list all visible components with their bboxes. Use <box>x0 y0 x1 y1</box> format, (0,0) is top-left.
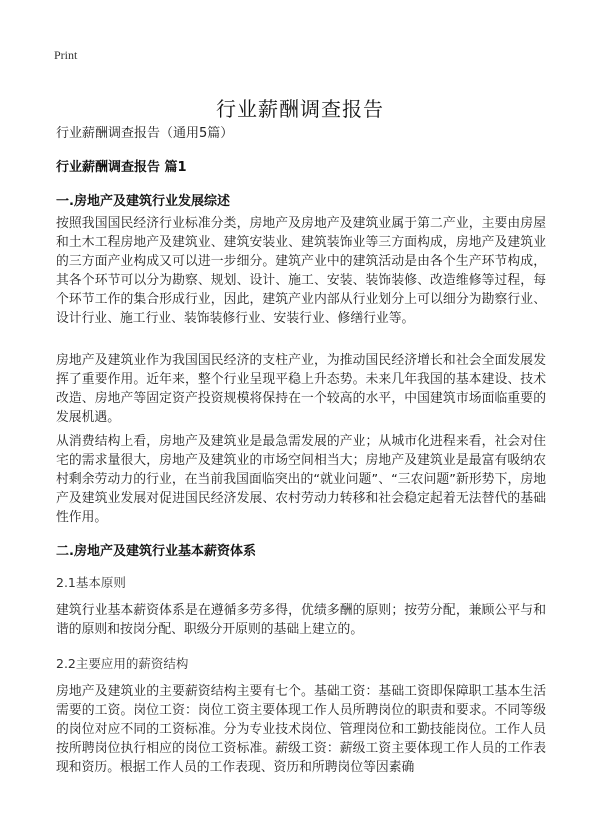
section-heading-2: 二.房地产及建筑行业基本薪资体系 <box>56 544 256 559</box>
subsection-heading-2-1: 2.1基本原则 <box>56 575 126 590</box>
paragraph-2: 房地产及建筑业作为我国国民经济的支柱产业，为推动国民经济增长和社会全面发展发挥了重要作用。近年来，整个行业呈现平稳上升态势。未来几年我国的基本建设、技术改造、房地产等固定资产投资规模将保持在一个较高的水平，中国建筑市场面临重要的发展机遇。 <box>56 353 546 425</box>
paragraph-1: 按照我国国民经济行业标准分类，房地产及房地产及建筑业属于第二产业，主要由房屋和土木工程房地产及建筑业、建筑安装业、建筑装饰业等三方面构成，房地产及建筑业的三方面产业构成又可以进一步细分。建筑产业中的建筑活动是由各个生产环节构成，其各个环节可以分为勘察、规划、设计、施工、安装、装饰装修、改造维修等过程，每个环节工作的集合形成行业，因此，建筑产业内部从行业划分上可以细分为勘察行业、设计行业、施工行业、装饰装修行业、安装行业、修缮行业等。 <box>56 216 546 326</box>
paragraph-3: 从消费结构上看，房地产及建筑业是最急需发展的产业；从城市化进程来看，社会对住宅的需求量很大，房地产及建筑业的市场空间相当大；房地产及建筑业是最富有吸纳农村剩余劳动力的行业，在当前我国面临突出的“就业问题”、“三农问题”新形势下，房地产及建筑业发展对促进国民经济发展、农村劳动力转移和社会稳定起着无法替代的基础性作用。 <box>56 434 546 525</box>
section-heading-1: 一.房地产及建筑行业发展综述 <box>56 194 230 209</box>
paragraph-4: 建筑行业基本薪资体系是在遵循多劳多得，优绩多酬的原则；按劳分配，兼顾公平与和谐的原则和按岗分配、职级分开原则的基础上建立的。 <box>56 603 546 637</box>
document-subtitle: 行业薪酬调查报告（通用5篇） <box>56 126 234 141</box>
page-title: 行业薪酬调查报告 <box>216 97 384 122</box>
chapter-heading: 行业薪酬调查报告 篇1 <box>56 160 187 175</box>
print-link[interactable]: Print <box>54 48 78 62</box>
paragraph-5: 房地产及建筑业的主要薪资结构主要有七个。基础工资：基础工资即保障职工基本生活需要的工资。岗位工资：岗位工资主要体现工作人员所聘岗位的职责和要求。不同等级的岗位对应不同的工资标准。分为专业技术岗位、管理岗位和工勤技能岗位。工作人员按所聘岗位执行相应的岗位工资标准。薪级工资：薪级工资主要体现工作人员的工作表现和资历。根据工作人员的工作表现、资历和所聘岗位等因素确 <box>56 684 546 775</box>
subsection-heading-2-2: 2.2主要应用的薪资结构 <box>56 656 189 671</box>
